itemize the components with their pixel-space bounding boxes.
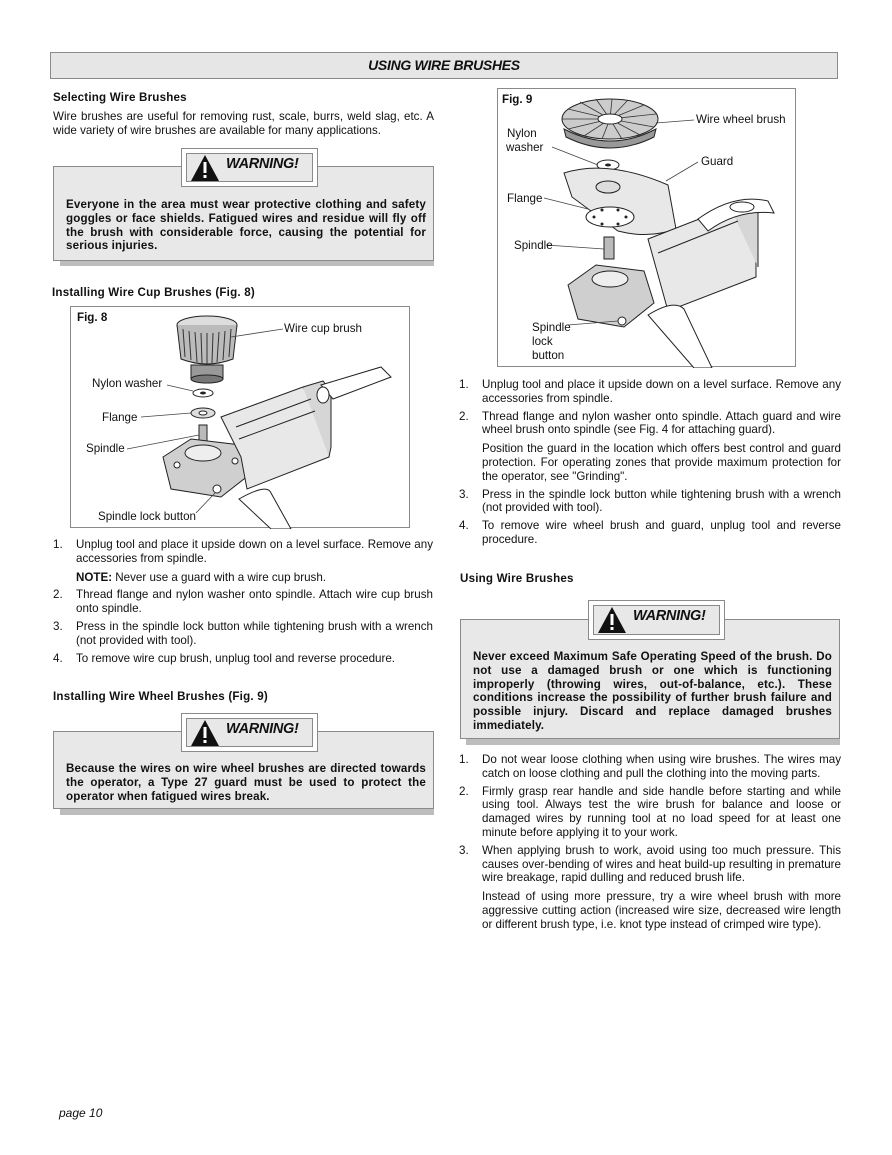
wheel-steps-list <box>459 378 841 551</box>
warning-triangle-icon <box>597 605 627 635</box>
warning-title-3: WARNING! <box>633 608 706 624</box>
list-item: 1. Unplug tool and place it upside down on a level surface. Remove any accessories from spindle. <box>459 378 841 405</box>
wheel-heading: Installing Wire Wheel Brushes (Fig. 9) <box>53 690 268 703</box>
selecting-heading: Selecting Wire Brushes <box>53 91 187 104</box>
label-spindle-lock-3: button <box>532 349 565 362</box>
warning-triangle-icon <box>190 153 220 183</box>
list-item: 1. Unplug tool and place it upside down on a level surface. Remove any accessories from spindle. NOTE: Never use a guard with a wire cup brush. <box>53 538 433 584</box>
warning-text-2: Because the wires on wire wheel brushes are directed towards the operator, a Type 27 guard must be used to protect the operator when fatigued wires break. <box>66 762 426 803</box>
label-spindle-lock-button: Spindle lock button <box>98 510 196 523</box>
list-item: 3. Press in the spindle lock button while tightening brush with a wrench (not provided with tool). <box>53 619 433 647</box>
cup-heading: Installing Wire Cup Brushes (Fig. 8) <box>52 286 255 299</box>
using-step-3-extra: Instead of using more pressure, try a wire wheel brush with more aggressive cutting action (increased wire size, decreased wire length or different brush type, i.e. knot type instead of crimped wire type). <box>482 890 841 931</box>
warning-title-1: WARNING! <box>226 156 299 172</box>
label-spindle: Spindle <box>514 239 553 252</box>
label-guard: Guard <box>701 155 734 168</box>
label-nylon: Nylon <box>507 127 537 140</box>
warning-text-3: Never exceed Maximum Safe Operating Speed of the brush. Do not use a damaged brush or one which is functioning improperly (throwing wires, out-of-balance, etc.). These conditions increase the possibility of further brush failure and possible injury. Discard and replace damaged brushes immediately. <box>473 650 832 732</box>
note: NOTE: Never use a guard with a wire cup brush. <box>76 570 327 584</box>
label-spindle: Spindle <box>86 442 125 455</box>
wheel-step-2-extra: Position the guard in the location which offers best control and guard protection. For operating zones that provide maximum protection for the operator, see "Grinding". <box>482 442 841 483</box>
using-steps-list <box>459 753 841 936</box>
figure-8-label: Fig. 8 <box>77 311 108 324</box>
section-banner: USING WIRE BRUSHES <box>50 52 838 79</box>
list-item: 3. When applying brush to work, avoid using too much pressure. This causes over-bending of wires and heat build-up resulting in premature wire breakage, rapid dulling and reduced brush life. Instead of using more pressure, try a wire wheel brush with more aggressive cutting action (increased wire size, decreased wire length or different brush type, i.e. knot type instead of crimped wire type). <box>459 843 841 931</box>
list-item: 4. To remove wire cup brush, unplug tool and reverse procedure. <box>53 651 396 665</box>
list-item: 2. Thread flange and nylon washer onto spindle. Attach guard and wire wheel brush onto spindle (see Fig. 4 for attaching guard). Position the guard in the location which offers best control and guard protection. For operating zones that provide maximum protection for the operator, see "Grinding". <box>459 409 841 483</box>
warning-tab-1 <box>181 148 318 187</box>
warning-tab-3 <box>588 600 725 640</box>
label-flange: Flange <box>507 192 543 205</box>
warning-tab-2 <box>181 713 318 752</box>
label-flange: Flange <box>102 411 138 424</box>
label-spindle-lock-1: Spindle <box>532 321 571 334</box>
using-heading: Using Wire Brushes <box>460 572 574 585</box>
warning-triangle-icon <box>190 718 220 748</box>
list-item: 2. Thread flange and nylon washer onto spindle. Attach wire cup brush onto spindle. <box>53 588 433 616</box>
selecting-text: Wire brushes are useful for removing rust, scale, burrs, weld slag, etc. A wide variety of wire brushes are available for many applications. <box>53 110 434 137</box>
figure-8 <box>70 306 410 528</box>
cup-steps-list <box>53 538 433 669</box>
figure-9-label: Fig. 9 <box>502 93 533 106</box>
label-spindle-lock-2: lock <box>532 335 553 348</box>
label-washer: washer <box>506 141 544 154</box>
label-nylon-washer: Nylon washer <box>92 377 163 390</box>
figure-9 <box>497 88 796 367</box>
list-item: 4. To remove wire wheel brush and guard, unplug tool and reverse procedure. <box>459 519 841 546</box>
warning-title-2: WARNING! <box>226 721 299 737</box>
label-wire-cup-brush: Wire cup brush <box>284 322 362 335</box>
label-wire-wheel-brush: Wire wheel brush <box>696 113 786 126</box>
warning-text-1: Everyone in the area must wear protective clothing and safety goggles or face shields. Fatigued wires and residue will fly off the brush with considerable force, causing the potential for serious injuries. <box>66 198 426 253</box>
list-item: 3. Press in the spindle lock button while tightening brush with a wrench (not provided with tool). <box>459 487 841 515</box>
list-item: 2. Firmly grasp rear handle and side handle before starting and while using tool. Always test the wire brush for balance and loose or damaged wires by running tool at no load speed for at least one minute before applying it to your work. <box>459 784 841 839</box>
page-number: page 10 <box>59 1106 103 1120</box>
list-item: 1. Do not wear loose clothing when using wire brushes. The wires may catch on loose clothing and pull the clothing into the moving parts. <box>459 753 841 780</box>
